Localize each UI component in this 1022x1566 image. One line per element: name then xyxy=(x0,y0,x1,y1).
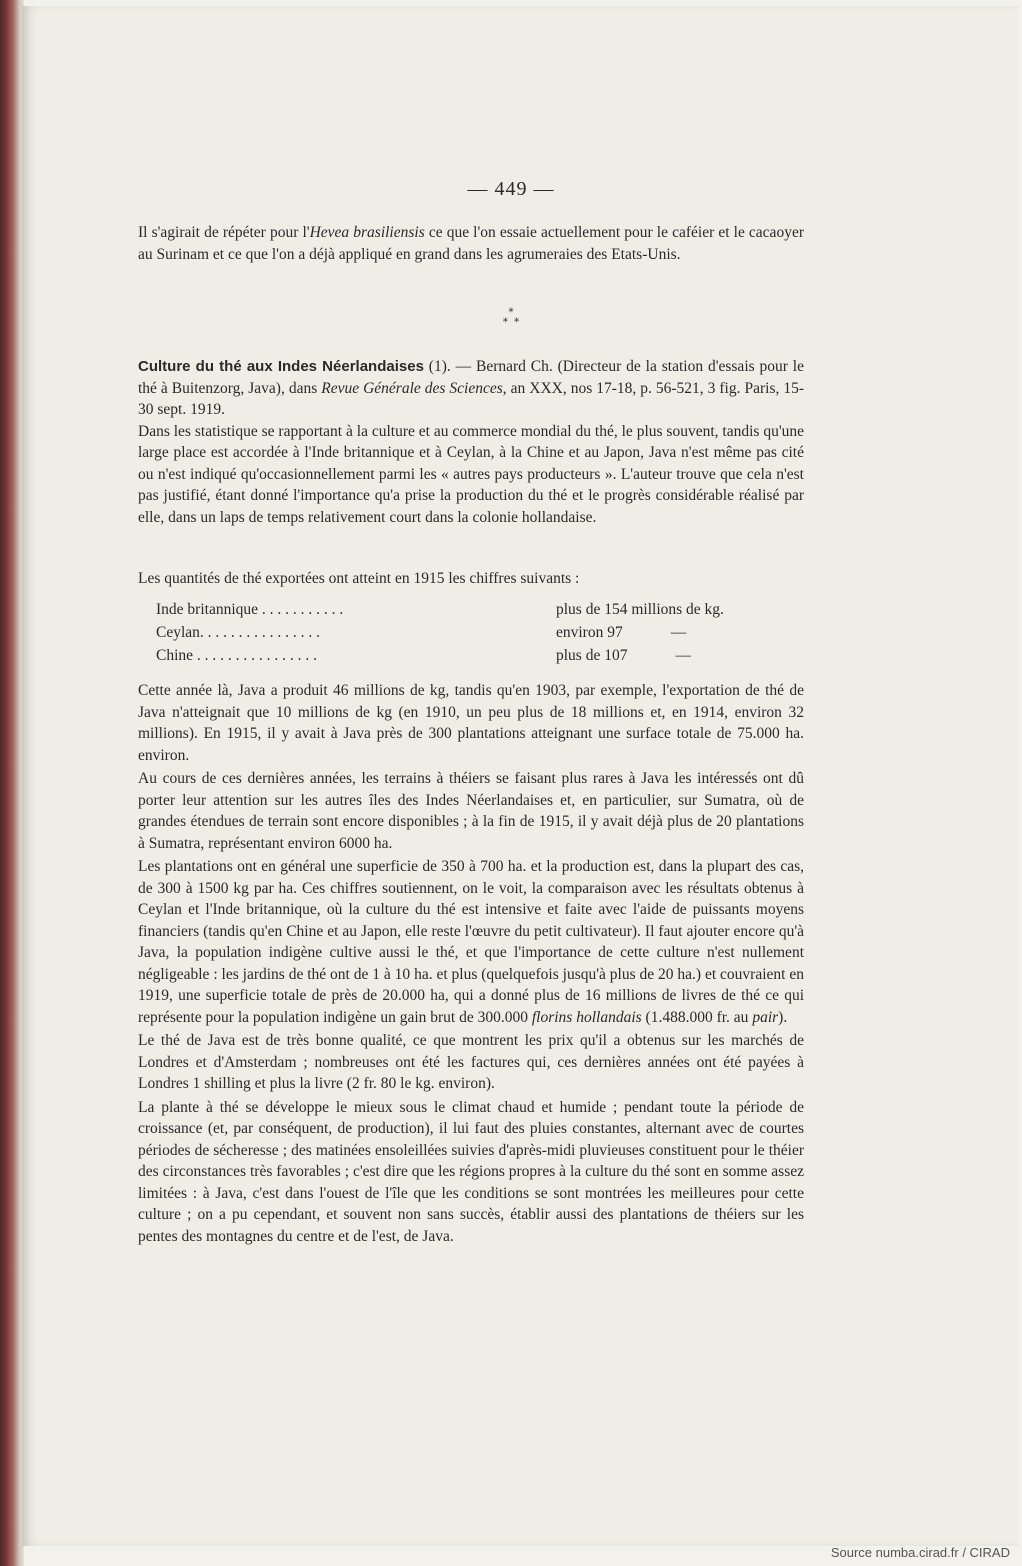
paragraphs-lower xyxy=(138,680,804,1247)
country-label: Chine . . . . . . . . . . . . . . . . xyxy=(156,646,318,664)
paragraph-2: Les quantités de thé exportées ont atteint en 1915 les chiffres suivants : xyxy=(138,570,580,587)
exports-table xyxy=(156,598,776,667)
section-body xyxy=(138,356,804,528)
export-value: environ 97 — xyxy=(556,623,687,641)
paragraph-5: Les plantations ont en général une superficie de 350 à 700 ha. et la production est, dans la plupart des cas, de 300 à 1500 kg par ha. Ces chiffres soutiennent, on le voit, la comparaison avec les résultats obtenus à Ceylan et l'Inde britannique, où la culture du thé est intensive et faite avec l'aide de puissants moyens financiers (tandis qu'en Chine et au Japon, elle reste l'œuvre du petit cultivateur). Il faut ajouter encore qu'à Java, la population indigène cultive aussi le thé, et que l'importance de cette culture n'est nullement négligeable : les jardins de thé ont de 1 à 10 ha. et plus (quelquefois jusqu'à plus de 20 ha.) et couvraient en 1919, une superficie totale de près de 20.000 ha, qui a donné plus de 16 millions de livres de thé ce qui représente pour la population indigène un gain brut de 300.000 florins hollandais (1.488.000 fr. au pair). xyxy=(138,858,804,1026)
paragraph-4: Au cours de ces dernières années, les terrains à théiers se faisant plus rares à Java les intéressés ont dû porter leur attention sur les autres îles des Indes Néerlandaises et, en particulier, sur Sumatra, où de grandes étendues de terrain sont encore disponibles ; à la fin de 1915, il y avait déjà plus de 20 plantations à Sumatra, représentant environ 6000 ha. xyxy=(138,770,804,852)
export-value: plus de 107 — xyxy=(556,646,691,664)
journal-title: Revue Générale des Sciences xyxy=(321,379,503,397)
section-title: Culture du thé aux Indes Néerlandaises xyxy=(138,358,424,375)
paragraph-3: Cette année là, Java a produit 46 millions de kg, tandis qu'en 1903, par exemple, l'exportation de thé de Java n'atteignait que 10 millions de kg (en 1910, un peu plus de 18 millions et, en 1914, environ 32 millions). En 1915, il y avait à Java près de 300 plantations atteignant une surface totale de 75.000 ha. environ. xyxy=(138,682,804,764)
paragraph-6: Le thé de Java est de très bonne qualité, ce que montrent les prix qu'il a obtenus sur les marchés de Londres et d'Amsterdam ; nombreuses ont été les factures qui, ces dernières années ont été payées à Londres 1 shilling et plus la livre (2 fr. 80 le kg. environ). xyxy=(138,1032,804,1092)
paragraph-1: Dans les statistique se rapportant à la culture et au commerce mondial du thé, le plus souvent, tandis qu'une large place est accordée à l'Inde britannique et à Ceylan, à la Chine et au Japon, Java n'est même pas cité ou n'est indiqué qu'occasionnellement parmi les « autres pays producteurs ». L'auteur trouve que cela n'est pas justifié, étant donné l'importance qu'a prise la production du thé et le progrès considérable réalisé par elle, dans un laps de temps relativement court dans la colonie hollandaise. xyxy=(138,422,804,526)
table-row xyxy=(156,621,776,644)
source-credit: Source numba.cirad.fr / CIRAD xyxy=(830,1545,1010,1560)
country-label: Ceylan. . . . . . . . . . . . . . . . xyxy=(156,623,321,641)
section-separator: * * * xyxy=(502,307,520,328)
section-heading-paragraph: Culture du thé aux Indes Néerlandaises (1). — Bernard Ch. (Directeur de la station d'essais pour le thé à Buitenzorg, Java), dans Revue Générale des Sciences, an XXX, nos 17-18, p. 56-521, 3 fig. Paris, 15-30 sept. 1919. xyxy=(138,358,804,418)
page-number: — 449 — xyxy=(467,178,555,200)
table-row xyxy=(156,644,776,667)
table-row xyxy=(156,598,776,621)
paragraph-7: La plante à thé se développe le mieux sous le climat chaud et humide ; pendant toute la période de croissance (et, par conséquent, de production), il lui faut des pluies constantes, alternant avec de courtes périodes de sécheresse ; des matinées ensoleillées suivies d'après-midi pluvieuses constituent pour le théier des circonstances très favorables ; c'est dire que les régions propres à la culture du thé sont en somme assez limitées : à Java, c'est dans l'ouest de l'île que les conditions se sont montrées les meilleures pour cette culture ; on a pu cependant, et souvent non sans succès, établir aussi des plantations de théiers sur les pentes des montagnes du centre et de l'est, de Java. xyxy=(138,1098,804,1245)
book-binding xyxy=(0,0,24,1566)
intro-paragraph: Il s'agirait de répéter pour l'Hevea brasiliensis ce que l'on essaie actuellement pour le caféier et le cacaoyer au Surinam et ce que l'on a déjà appliqué en grand dans les agrumeraies des Etats-Unis. xyxy=(138,224,804,263)
country-label: Inde britannique . . . . . . . . . . . xyxy=(156,600,344,618)
intro-italic: Hevea brasiliensis xyxy=(309,224,425,241)
export-value: plus de 154 millions de kg. xyxy=(556,600,724,618)
